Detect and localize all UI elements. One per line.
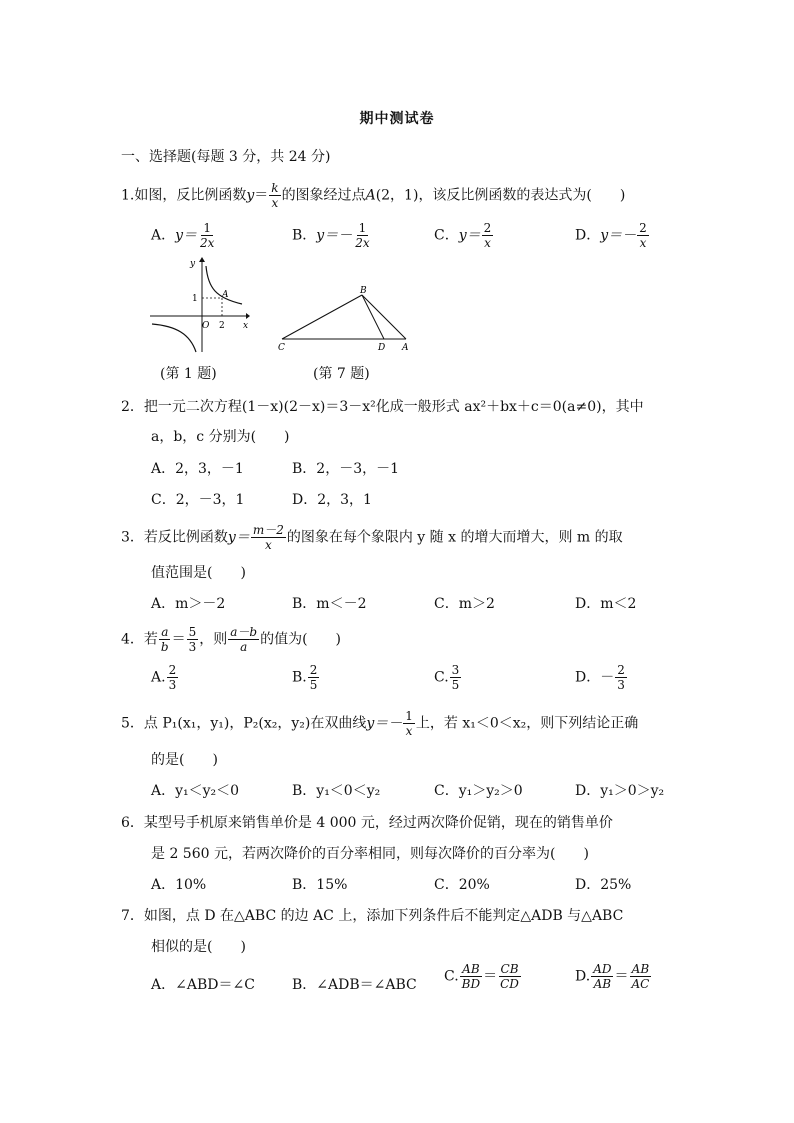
q3-frac [251,523,286,552]
question-7-line-1: 7．如图，点 D 在△ABC 的边 AC 上，添加下列条件后不能判定△ADB 与△ABC [121,908,624,924]
question-6-line-1: 6．某型号手机原来销售单价是 4 000 元，经过两次降价促销，现在的销售单价 [121,815,613,831]
q4-eq: ＝ [171,631,186,648]
q4-d-frac [615,663,627,692]
q1-b-lhs: y＝－ [316,227,353,244]
q1-d-frac [637,221,649,250]
question-3-line-2: 值范围是( ) [151,565,246,581]
q1-a-frac [198,221,216,250]
q1-frac-den: x [271,196,279,210]
q4-frac-1 [159,625,171,654]
q5-num: 1 [405,709,413,723]
question-4 [121,625,341,654]
fig7-caption: (第 7 题) [313,366,370,382]
q4-b-den: 5 [309,678,318,692]
q1-option-b [292,221,373,250]
question-5-line-2: 的是( ) [151,752,218,768]
question-7-line-2: 相似的是( ) [151,939,246,955]
y-axis-arrow-icon [199,257,205,262]
question-3-line-1 [121,523,623,552]
q4-d-label: D．－ [575,669,615,686]
fig1-label-x: x [243,321,249,331]
q5-lhs: y＝－ [366,715,403,732]
fig7-label-b: B [360,286,367,296]
question-6-line-2: 是 2 560 元，若两次降价的百分率相同，则每次降价的百分率为( ) [151,846,589,862]
fig1-label-origin: O [202,321,210,331]
q1-c-lhs: y＝ [458,227,481,244]
q1-a-lhs: y＝ [175,227,198,244]
question-2-line-2: a，b，c 分别为( ) [151,429,290,445]
q4-f3-num: a－b [230,625,258,639]
q7-c-frac-2 [498,962,521,991]
q1-number: 1. [121,187,135,204]
q1-b-label: B． [292,227,317,244]
q7-d-d1: AB [593,977,612,991]
q1-d-num: 2 [639,221,647,235]
q2-option-c: C．2，－3，1 [151,492,245,508]
q6-option-a: A．10% [151,877,207,893]
q1-b-frac [353,221,371,250]
q5-post: 上，若 x₁＜0＜x₂，则下列结论正确 [415,715,639,732]
q1-option-d [575,221,650,250]
q4-c-num: 3 [451,663,460,677]
fig1-label-two: 2 [219,321,225,331]
q7-d-frac-2 [629,962,651,991]
q3-option-c: C．m＞2 [434,596,495,612]
q1-c-den: x [484,236,491,250]
question-2-line-1: 2．把一元二次方程(1－x)(2－x)＝3－x²化成一般形式 ax²＋bx＋c＝0(a≠0)，其中 [121,399,644,415]
q4-d-num: 2 [617,663,625,677]
q7-c-d1: BD [461,977,481,991]
fig1-caption: (第 1 题) [160,366,217,382]
q4-c-den: 5 [451,678,460,692]
q1-a-num: 1 [203,221,212,235]
q1-b-den: 2x [355,236,370,250]
q3-post: 的图象在每个象限内 y 随 x 的增大而增大，则 m 的取 [286,529,623,546]
fig7-label-a: A [402,343,409,352]
q4-mid: ，则 [199,631,228,648]
q4-option-c [434,663,462,692]
q4-a-den: 3 [168,678,177,692]
q1-fraction [269,181,280,210]
q3-lhs: y＝ [227,529,250,546]
q1-option-c [434,221,494,250]
q4-frac-2 [187,625,199,654]
q2-option-b: B．2，－3，－1 [292,461,400,477]
q1-pre: 如图，反比例函数 [134,187,247,204]
q4-a-frac [167,663,179,692]
q1-d-label: D． [575,227,601,244]
q3-num: m－2 [252,523,284,537]
q4-option-d [575,663,628,692]
q7-option-c [444,962,522,991]
q4-f3-den: a [240,640,248,654]
q5-option-a: A．y₁＜y₂＜0 [151,783,240,799]
q1-mid: 的图象经过点 [281,187,366,204]
q4-option-b [292,663,320,692]
figure-q1-graph [146,252,252,356]
q1-c-label: C． [434,227,459,244]
q5-option-c: C．y₁＞y₂＞0 [434,783,523,799]
q1-a-den: 2x [200,236,215,250]
q1-d-lhs: y＝－ [600,227,637,244]
fig1-label-a: A [222,290,229,300]
segment-cb [282,295,362,339]
q1-point: A [365,187,376,204]
q4-option-a [151,663,179,692]
section-heading: 一、选择题(每题 3 分，共 24 分) [121,149,331,165]
q1-func-eq: ＝ [254,187,269,204]
q6-option-d: D．25% [575,877,632,893]
q4-c-frac [450,663,462,692]
q7-d-d2: AC [631,977,650,991]
segment-bd [362,295,384,339]
q3-pre: 3．若反比例函数 [121,529,228,546]
q7-c-n1: AB [462,962,480,976]
q7-c-d2: CD [500,977,519,991]
hyperbola-branch-2 [152,324,196,352]
q2-option-d: D．2，3，1 [292,492,372,508]
fig1-label-y: y [190,259,196,269]
q1-option-a [151,221,217,250]
q1-c-frac [482,221,494,250]
q7-option-a: A．∠ABD＝∠C [151,977,255,993]
q4-frac-3 [228,625,259,654]
q6-option-c: C．20% [434,877,490,893]
q5-den: x [405,724,413,738]
q3-option-b: B．m＜－2 [292,596,367,612]
q7-d-frac-1 [591,962,613,991]
q4-pre: 4．若 [121,631,158,648]
q4-a-num: 2 [168,663,177,677]
q4-d-den: 3 [617,678,625,692]
question-1 [121,181,625,210]
q7-option-d [575,962,652,991]
q4-f2-den: 3 [188,640,197,654]
q7-c-eq: ＝ [483,968,498,985]
q4-f1-den: b [160,640,169,654]
q1-d-den: x [639,236,647,250]
q3-option-a: A．m＞－2 [151,596,226,612]
q1-post: ，该反比例函数的表达式为( ) [418,187,626,204]
q7-c-frac-1 [460,962,482,991]
q4-a-label: A. [151,669,166,686]
q7-option-b: B．∠ADB＝∠ABC [292,977,417,993]
fig1-label-one: 1 [192,294,198,304]
q7-c-n2: CB [500,962,519,976]
q1-func-y: y [246,187,255,204]
q5-pre: 5．点 P₁(x₁，y₁)，P₂(x₂，y₂)在双曲线 [121,715,367,732]
q3-den: x [264,538,272,552]
q4-b-num: 2 [309,663,318,677]
segment-ba [362,295,406,339]
q1-frac-num: k [271,181,279,195]
q4-f1-num: a [161,625,169,639]
q4-f2-num: 5 [188,625,197,639]
q2-option-a: A．2，3，－1 [151,461,244,477]
x-axis-arrow-icon [246,313,250,319]
q5-option-d: D．y₁＞0＞y₂ [575,783,665,799]
page-title: 期中测试卷 [359,111,435,127]
q5-frac [403,709,415,738]
q1-b-num: 1 [358,221,367,235]
q4-post: 的值为( ) [260,631,342,648]
q4-c-label: C. [434,669,449,686]
q1-a-label: A． [151,227,176,244]
q4-b-label: B. [292,669,307,686]
q3-option-d: D．m＜2 [575,596,637,612]
q1-coords: (2，1) [375,187,419,204]
q7-d-n2: AB [631,962,650,976]
fig7-label-c: C [278,343,285,352]
q5-option-b: B．y₁＜0＜y₂ [292,783,381,799]
q7-c-label: C. [444,968,459,985]
figure-q7-triangle [274,282,416,352]
q7-d-n1: AD [593,962,612,976]
fig7-label-d: D [378,343,386,352]
q7-d-eq: ＝ [614,968,629,985]
q1-c-num: 2 [483,221,492,235]
question-5-line-1 [121,709,638,738]
q7-d-label: D. [575,968,591,985]
q4-b-frac [308,663,320,692]
q6-option-b: B．15% [292,877,348,893]
